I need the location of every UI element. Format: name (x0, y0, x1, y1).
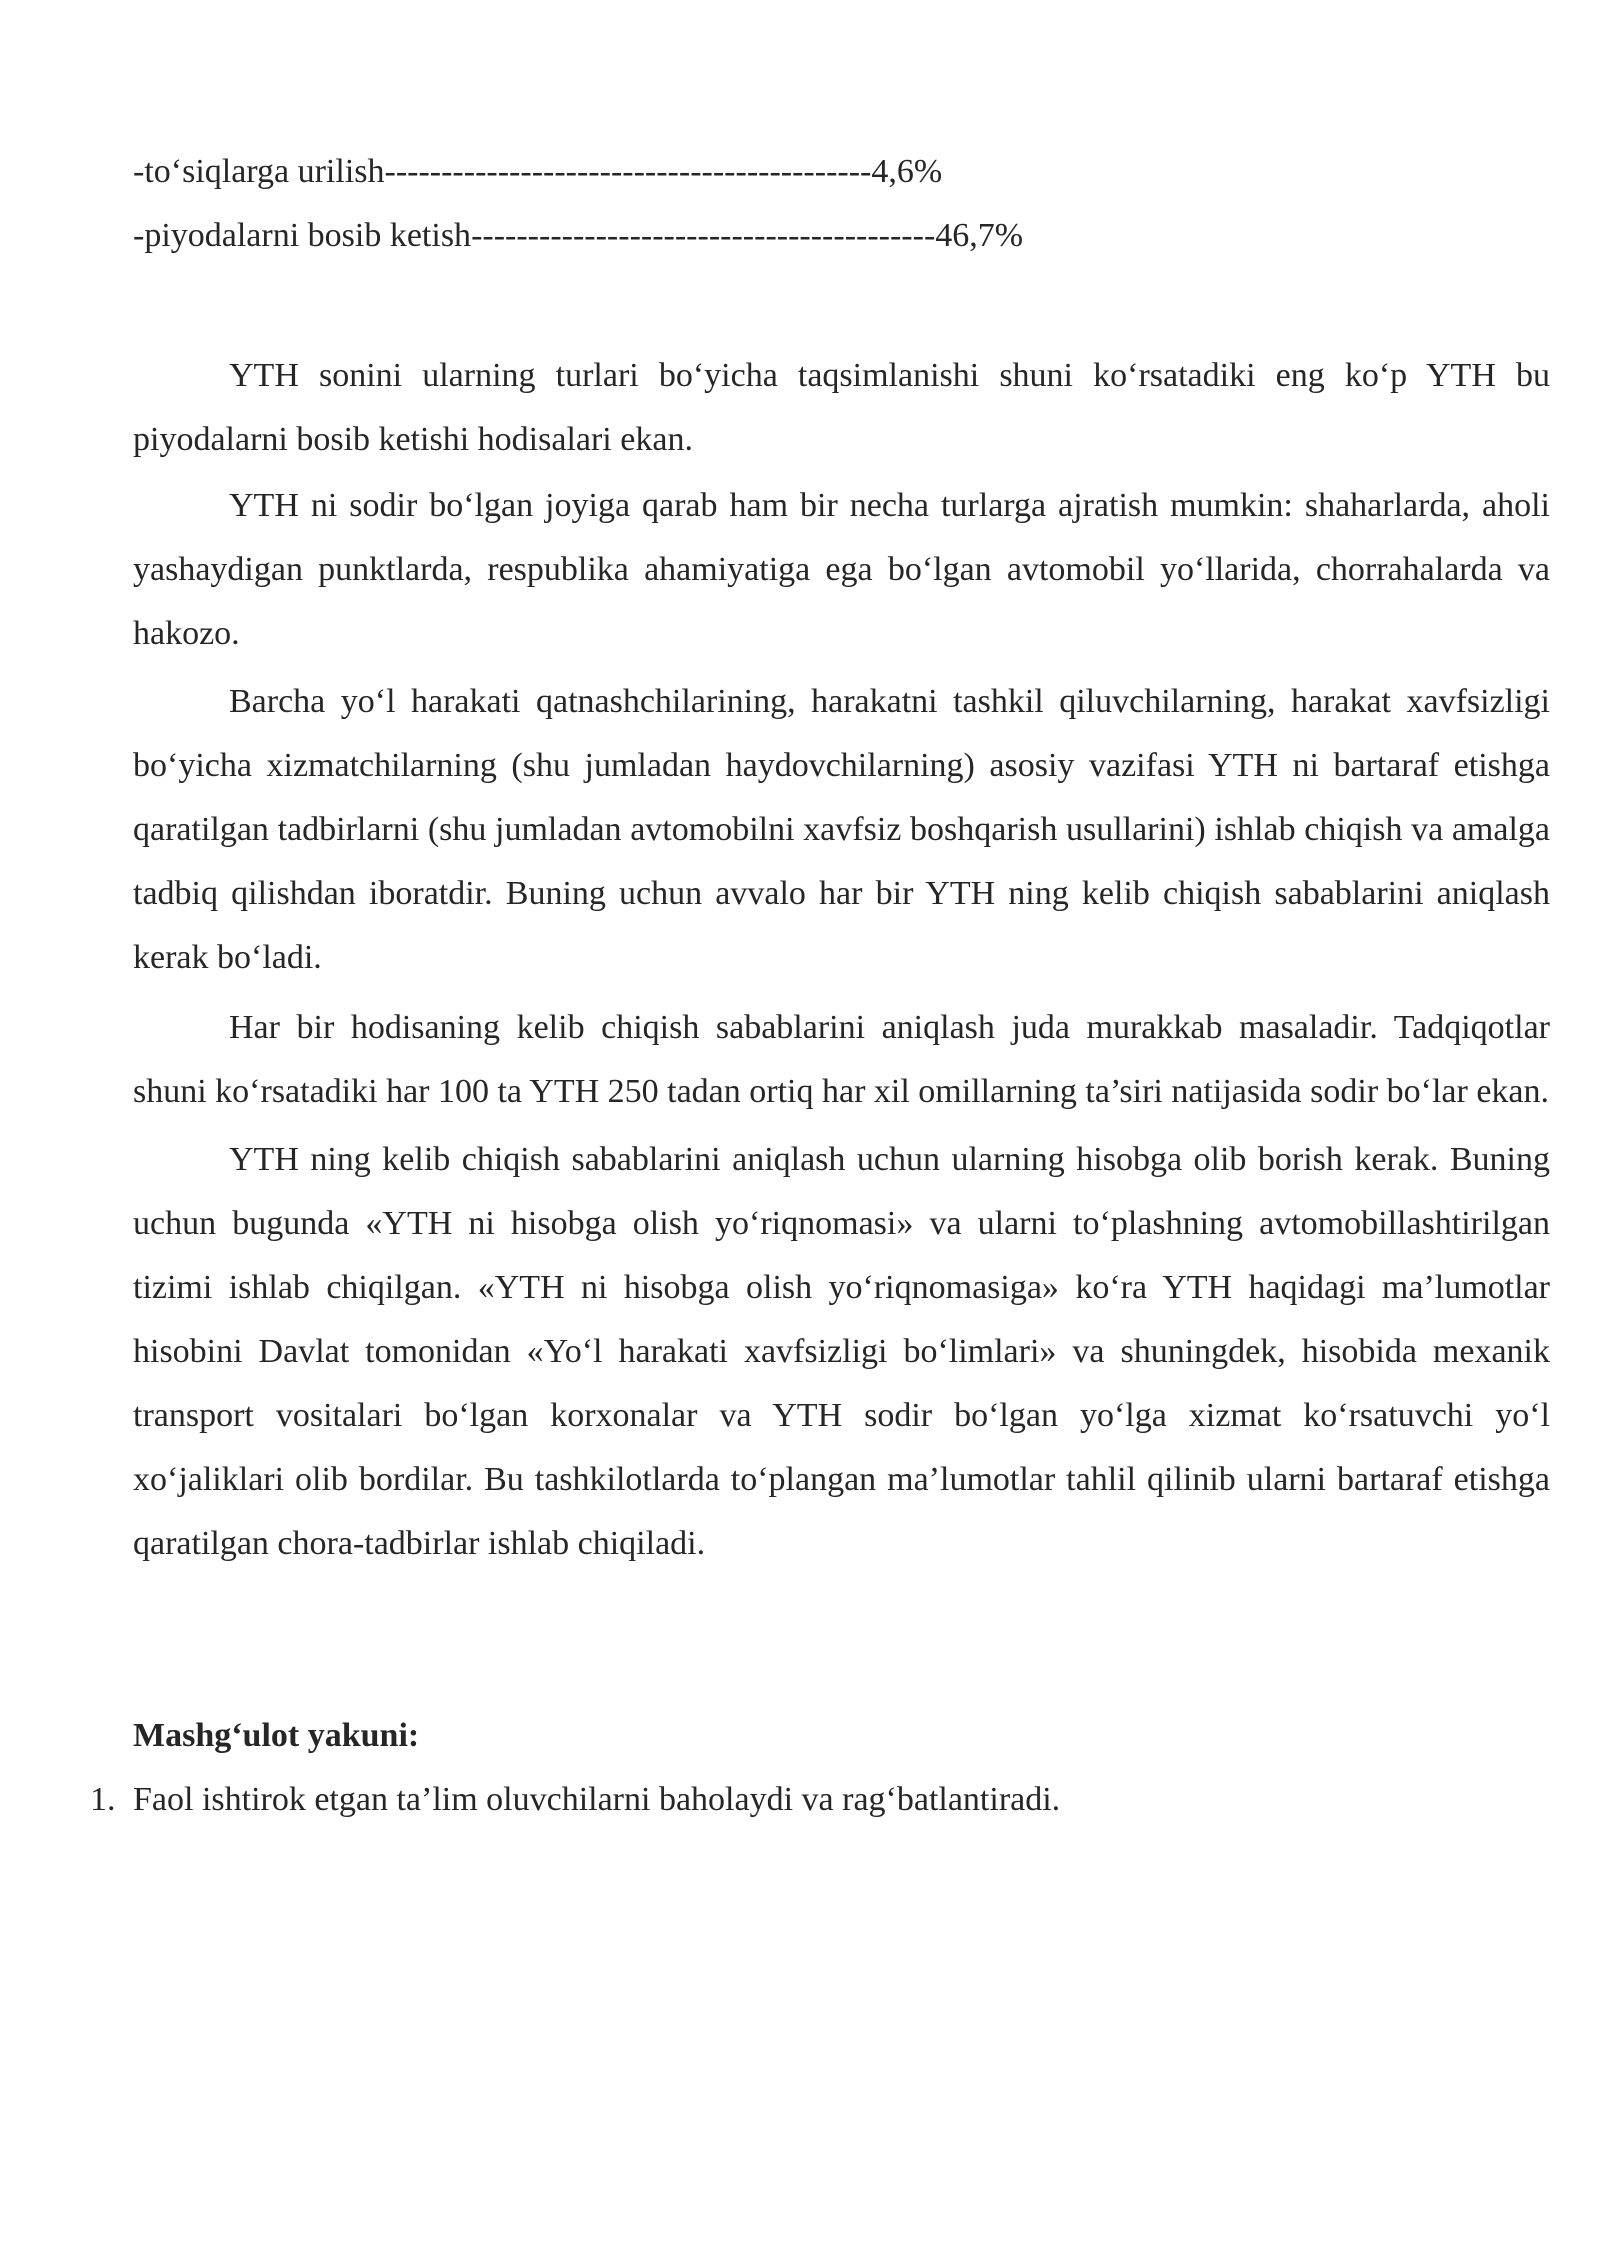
paragraph: Har bir hodisaning kelib chiqish sabablarini aniqlash juda murakkab masaladir. Tadqiqotlar shuni ko‘rsatadiki har 100 ta YTH 250 tadan ortiq har xil omillarning ta’siri natijasida sodir bo‘lar ekan. (133, 1009, 1550, 1110)
stat-value: 4,6% (871, 153, 943, 190)
section-heading: Mashg‘ulot yakuni: (133, 1717, 420, 1754)
paragraph: YTH ni sodir bo‘lgan joyiga qarab ham bir necha turlarga ajratish mumkin: shaharlarda, aholi yashaydigan punktlarda, respublika ahamiyatiga ega bo‘lgan avtomobil yo‘llarida, chorrahalarda va hakozo. (133, 487, 1550, 652)
list-item-number: 1. (90, 1781, 116, 1818)
numbered-list (90, 1780, 1060, 1820)
list-item (90, 1780, 1060, 1820)
stat-label: -piyodalarni bosib ketish (133, 217, 472, 254)
paragraph: YTH sonini ularning turlari bo‘yicha taqsimlanishi shuni ko‘rsatadiki eng ko‘p YTH bu piyodalarni bosib ketishi hodisalari ekan. (133, 357, 1550, 458)
paragraph: YTH ning kelib chiqish sabablarini aniqlash uchun ularning hisobga olib borish kerak. Buning uchun bugunda «YTH ni hisobga olish yo‘riqnomasi» va ularni to‘plashning avtomobillashtirilgan tizimi ishlab chiqilgan. «YTH ni hisobga olish yo‘riqnomasiga» ko‘ra YTH haqidagi ma’lumotlar hisobini Davlat tomonidan «Yo‘l harakati xavfsizligi bo‘limlari» va shuningdek, hisobida mexanik transport vositalari bo‘lgan korxonalar va YTH sodir bo‘lgan yo‘lga xizmat ko‘rsatuvchi yo‘l xo‘jaliklari olib bordilar. Bu tashkilotlarda to‘plangan ma’lumotlar tahlil qilinib ularni bartaraf etishga qaratilgan chora-tadbirlar ishlab chiqiladi. (133, 1141, 1550, 1562)
paragraph: Barcha yo‘l harakati qatnashchilarining, harakatni tashkil qiluvchilarning, harakat xavfsizligi bo‘yicha xizmatchilarning (shu jumladan haydovchilarning) asosiy vazifasi YTH ni bartaraf etishga qaratilgan tadbirlarni (shu jumladan avtomobilni xavfsiz boshqarish usullarini) ishlab chiqish va amalga tadbiq qilishdan iboratdir. Buning uchun avvalo har bir YTH ning kelib chiqish sabablarini aniqlash kerak bo‘ladi. (133, 683, 1550, 976)
stat-value: 46,7% (935, 217, 1024, 254)
stat-line-pedestrian-hit (133, 216, 1023, 256)
stat-label: -to‘siqlarga urilish (133, 153, 385, 190)
body-text (133, 344, 1550, 1576)
stat-line-obstacle-collision (133, 152, 942, 192)
list-item-text: Faol ishtirok etgan ta’lim oluvchilarni baholaydi va rag‘batlantiradi. (133, 1781, 1061, 1818)
stat-leader-dashes: ------------------------------------------- (384, 153, 872, 190)
stat-leader-dashes: ----------------------------------------- (471, 217, 936, 254)
